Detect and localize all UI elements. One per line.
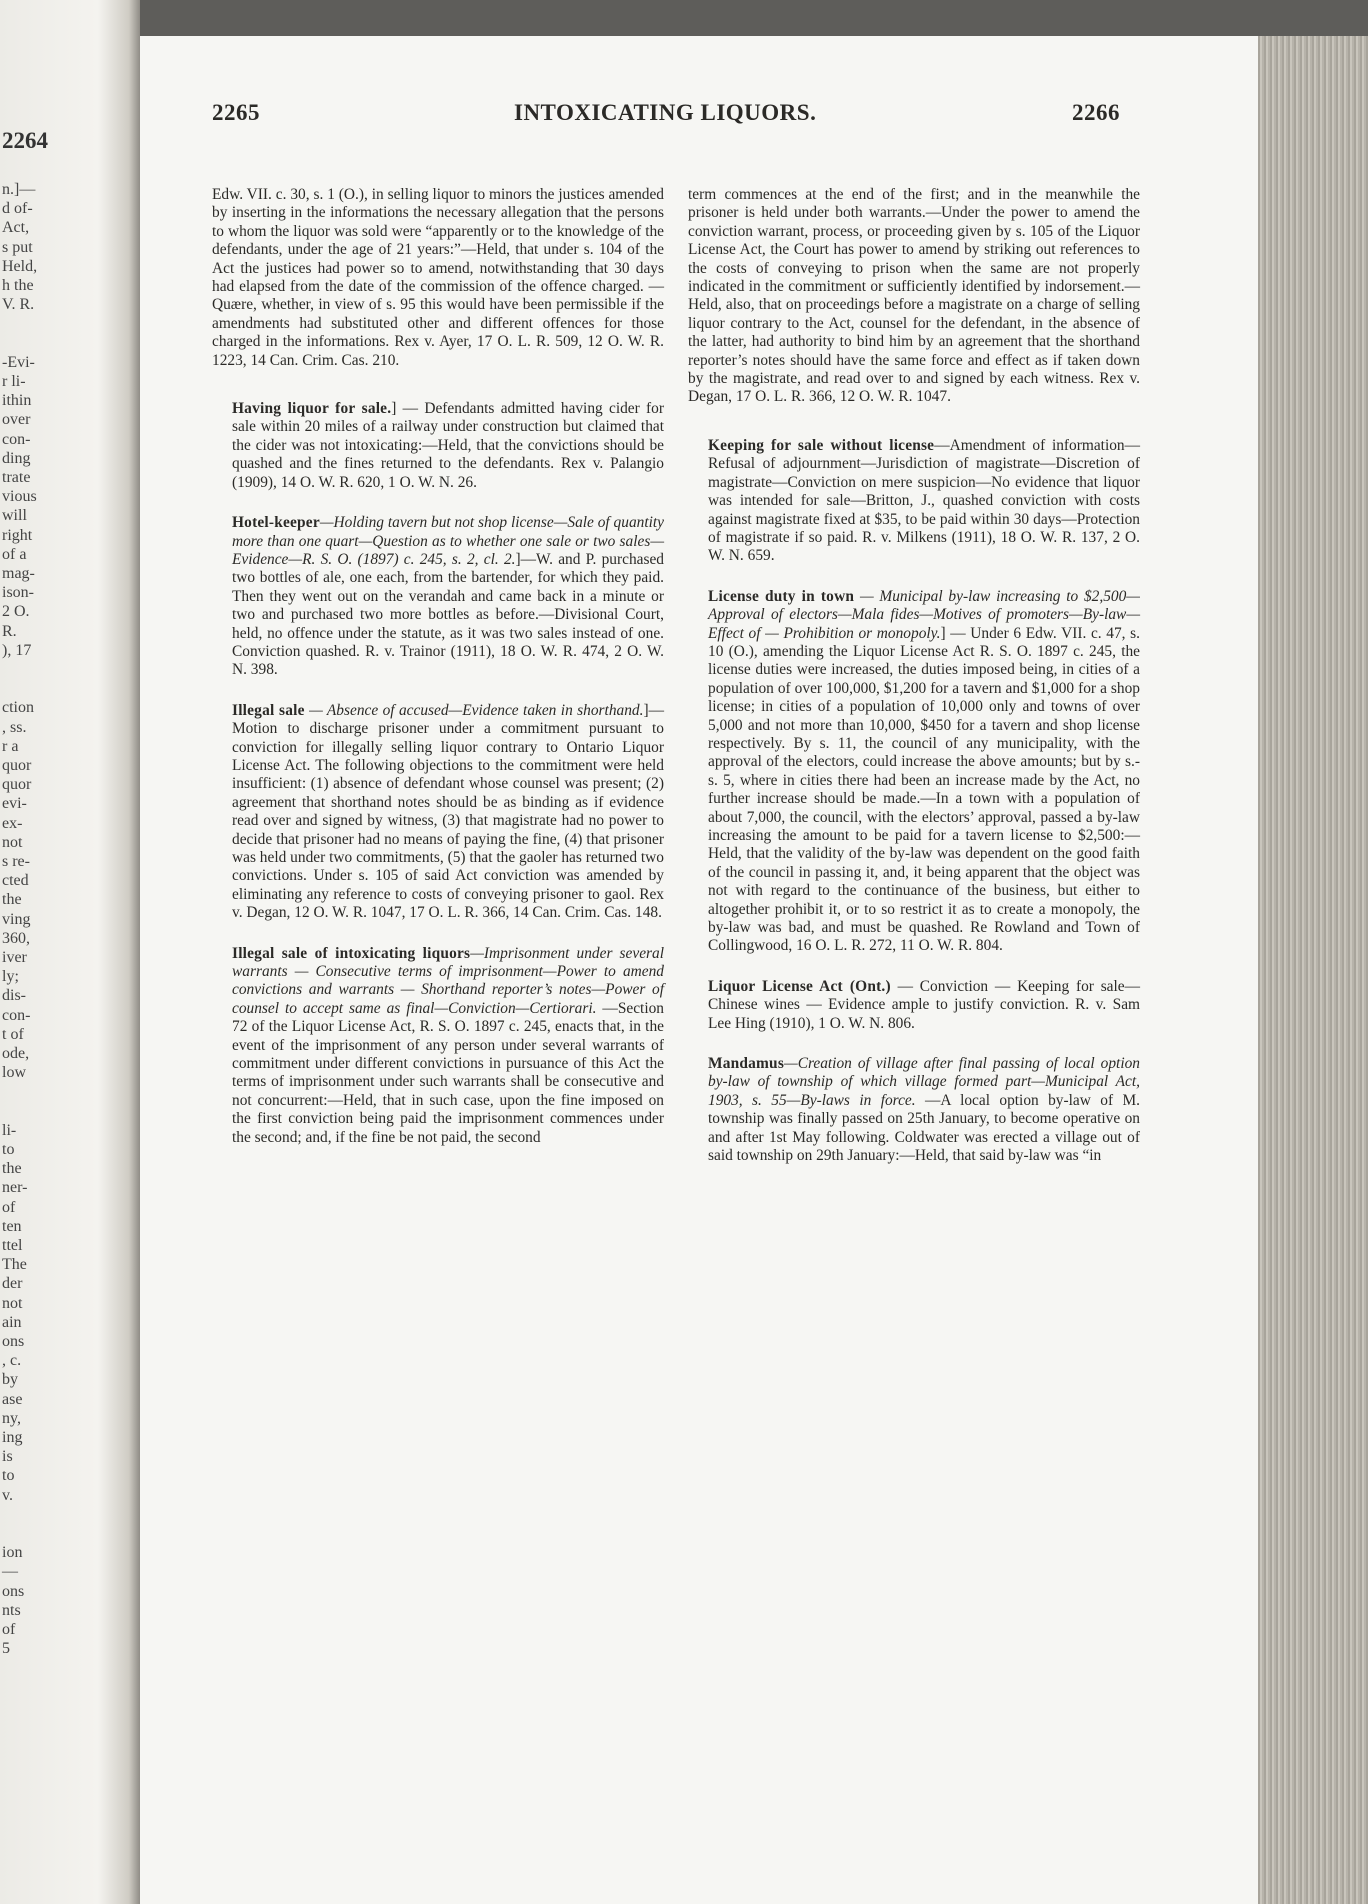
previous-page-fragment: t of (2, 1025, 24, 1043)
previous-page-fragment: The (2, 1256, 27, 1274)
previous-page-fragment: s put (2, 238, 33, 256)
previous-page-fragment: d of- (2, 200, 33, 218)
previous-page-fragment: evi- (2, 795, 27, 813)
right-column (688, 186, 1140, 1188)
previous-page-fragment: r li- (2, 373, 26, 390)
previous-page-fragment: R. (2, 622, 17, 640)
previous-page-fragment: 5 (2, 1640, 10, 1658)
entry-title: Illegal sale (232, 701, 305, 719)
previous-page-fragment: ing (2, 1429, 23, 1446)
previous-page-fragment: mag- (2, 565, 35, 582)
entry-title: Illegal sale of intoxicating liquors (232, 944, 471, 962)
entry-body: ] — Under 6 Edw. VII. c. 47, s. 10 (O.), amending the Liquor License Act R. S. O. 1897 c. 245, the license duties were increased, the duties imposed being, in cities of a population of over 100,000, $1,200 for a tavern and $1,000 for a shop license; in cities of a population of 10,000 only and towns of over 5,000 and not more than 10,000, $450 for a tavern and shop license respectively. By s. 11, the council of any municipality, with the approval of the electors, could increase the above amounts; but by s.-s. 5, where in cities there had been an increase made by the Act, no further increase should be made.—In a town with a population of about 7,000, the council, with the electors’ approval, passed a by-law increasing the amount to be paid for a tavern license to $2,500:—Held, that the validity of the by-law was dependent on the good faith of the council in passing it, and, it being apparent that the object was not with regard to the continuance of the business, but either to altogether prohibit it, or to so restrict it as to create a monopoly, the by-law was bad, and must be quashed. Re Rowland and Town of Collingwood, 16 O. L. R. 272, 11 O. W. R. 804. (708, 624, 1140, 955)
book-page-edges (1258, 36, 1368, 1904)
previous-page-fragment: over (2, 411, 31, 429)
previous-page-fragment: ons (2, 1582, 25, 1600)
previous-page-fragment: 360, (2, 929, 30, 947)
entry-subtitle: — Municipal by-law increasing to $2,500—Approval of electors—Mala fides—Motives of promoters—By-law—Effect of — Prohibition or monopoly. (708, 587, 1140, 642)
previous-page-number: 2264 (2, 128, 48, 153)
previous-page-fragment: nts (2, 1601, 21, 1619)
previous-page-fragment: low (2, 1064, 26, 1082)
previous-page-fragment: der (2, 1275, 23, 1293)
previous-page-fragment: con- (2, 430, 31, 448)
previous-page-fragment: ner- (2, 1179, 28, 1197)
previous-page-fragment: ction (2, 699, 34, 717)
entry-keeping-for-sale (688, 437, 1140, 566)
left-page-number: 2265 (212, 100, 260, 125)
previous-page-fragment: by (2, 1371, 18, 1389)
previous-page-fragment: r a (2, 737, 19, 755)
previous-page-fragment: Held, (2, 257, 38, 275)
previous-page-fragment: vious (2, 488, 37, 506)
previous-page-fragment: of (2, 1621, 16, 1638)
previous-page-fragment: ex- (2, 814, 23, 832)
previous-page-fragment: will (2, 507, 27, 525)
previous-page-fragment: Act, (2, 219, 30, 237)
scan-top-shadow (0, 0, 1368, 36)
previous-page-fragment: -Evi- (2, 353, 35, 371)
previous-page-fragment: , c. (2, 1352, 22, 1370)
entry-body: —Amendment of information—Refusal of adjournment—Jurisdiction of magistrate—Discretion of magistrate—Conviction on mere suspicion—No evidence that liquor was intended for sale—Britton, J., quashed conviction with costs against magistrate fixed at $35, to be paid within 30 days—Protection of magistrate if so paid. R. v. Milkens (1911), 18 O. W. R. 137, 2 O. W. N. 659. (708, 436, 1140, 565)
continuation-paragraph: Edw. VII. c. 30, s. 1 (O.), in selling liquor to minors the justices amended by inserting in the informations the necessary allegation that the persons to whom the liquor was sold were “apparently or to the knowledge of the defendants, under the age of 21 years:”—Held, that under s. 104 of the Act the justices had power so to amend, notwithstanding that 30 days had elapsed from the date of the commission of the offence charged. — Quære, whether, in view of s. 95 this would have been permissible if the amendments had substituted other and different offences for those charged in the informations. Rex v. Ayer, 17 O. L. R. 509, 12 O. W. R. 1223, 14 Can. Crim. Cas. 210. (212, 186, 664, 369)
previous-page-fragment: of a (2, 545, 27, 563)
previous-page-fragment: not (2, 833, 23, 851)
entry-title: Keeping for sale without license (708, 436, 935, 454)
previous-page-fragment: v. (2, 1486, 13, 1504)
previous-page-fragment: ons (2, 1333, 25, 1350)
entry-subtitle: —Holding tavern but not shop license—Sale of quantity more than one quart—Question as to whether one sale or two sales—Evidence—R. S. O. (1897) c. 245, s. 2, cl. 2. (232, 514, 664, 568)
entry-body: ]—W. and P. purchased two bottles of ale, one each, from the bartender, for which they paid. Then they went out on the verandah and came back in a minute or two and purchased two more bottles as before.—Divisional Court, held, no offence under the statute, as it was two sales instead of one. Conviction quashed. R. v. Trainor (1911), 18 O. W. R. 474, 2 O. W. N. 398. (232, 550, 664, 679)
entry-title: License duty in town (708, 587, 855, 605)
previous-page-fragment: trate (2, 469, 31, 486)
left-column (212, 186, 664, 1169)
previous-page-fragment: h the (2, 277, 34, 294)
previous-page-fragment: n.]— (2, 181, 36, 198)
previous-page-fragment: ain (2, 1313, 22, 1331)
previous-page-fragment: 2 O. (2, 603, 30, 621)
entry-body: ] — Defendants admitted having cider for sale within 20 miles of a railway under construction but claimed that the cider was not intoxicating:—Held, that the convictions should be quashed and the fines returned to the defendants. Rex v. Palangio (1909), 14 O. W. R. 620, 1 O. W. N. 26. (232, 400, 664, 491)
entry-liquor-license-act (688, 978, 1140, 1033)
entry-illegal-sale-intoxicating (212, 945, 664, 1147)
previous-page-fragment: ving (2, 910, 31, 928)
previous-page-fragment: is (2, 1448, 13, 1466)
previous-page-fragment: ding (2, 449, 31, 467)
previous-page-fragment: ly; (2, 968, 19, 986)
previous-page-fragment: ttel (2, 1237, 23, 1254)
previous-page-fragment: ase (2, 1390, 23, 1408)
previous-page-fragment: dis- (2, 987, 26, 1005)
previous-page-fragment: not (2, 1294, 23, 1312)
previous-page-fragment: , ss. (2, 718, 27, 736)
previous-page-fragment: cted (2, 872, 29, 890)
previous-page-fragment: quor (2, 757, 32, 774)
previous-page-fragment: — (2, 1563, 18, 1581)
previous-page-fragment: V. R. (2, 296, 35, 314)
previous-page-fragment: con- (2, 1006, 31, 1024)
entry-subtitle: — Absence of accused—Evidence taken in shorthand. (304, 701, 644, 719)
previous-page-fragment: ion (2, 1544, 23, 1562)
previous-page-fragment: to (2, 1467, 15, 1485)
previous-page-fragment: the (2, 1160, 22, 1178)
previous-page-fragment: ode, (2, 1045, 30, 1062)
running-title: INTOXICATING LIQUORS. (514, 100, 817, 125)
previous-page-fragment: ten (2, 1217, 22, 1235)
right-page-number: 2266 (1072, 100, 1120, 125)
previous-page-fragment: s re- (2, 853, 30, 870)
previous-page-fragment: to (2, 1141, 15, 1158)
continuation-paragraph: term commences at the end of the first; and in the meanwhile the prisoner is held under both warrants.—Under the power to amend the conviction warrant, process, or proceeding given by s. 105 of the Liquor License Act, the Court has power to amend by striking out references to the costs of conveying to prison when the same are not properly indicated in the commitment or sufficiently identified by indorsement.—Held, also, that on proceedings before a magistrate on a charge of selling liquor contrary to the Act, counsel for the defendant, in the absence of the latter, had authority to bind him by an agreement that the shorthand reporter’s notes should have the same force and effect as if taken down by the magistrate, and read over to and signed by each witness. Rex v. Degan, 17 O. L. R. 366, 12 O. W. R. 1047. (688, 186, 1140, 406)
previous-page-fragment: quor (2, 776, 32, 794)
previous-page-fragment: ison- (2, 584, 34, 602)
entry-title: Mandamus (708, 1055, 785, 1073)
entry-illegal-sale (212, 702, 664, 923)
entry-having-liquor (212, 400, 664, 492)
entry-license-duty (688, 588, 1140, 956)
running-header (212, 100, 1122, 132)
entry-title: Hotel-keeper (232, 514, 320, 532)
previous-page-edge (0, 0, 140, 1904)
previous-page-fragment: ), 17 (2, 641, 32, 659)
previous-page-fragment: right (2, 526, 33, 544)
previous-page-fragment: iver (2, 949, 27, 966)
entry-body: ]—Motion to discharge prisoner under a commitment pursuant to conviction for illegally selling liquor contrary to Ontario Liquor License Act. The following objections to the commitment were held insufficient: (1) absence of defendant whose counsel was present; (2) agreement that shorthand notes should be as binding as if evidence read over and signed by witness, (3) that magistrate had no power to decide that prisoner had no means of paying the fine, (4) that prisoner was held under two commitments, (5) that the gaoler has returned two convictions. Under s. 105 of said Act conviction was amended by eliminating any reference to costs of conveying prisoner to gaol. Rex v. Degan, 12 O. W. R. 1047, 17 O. L. R. 366, 14 Can. Crim. Cas. 148. (232, 701, 664, 922)
entry-mandamus (688, 1055, 1140, 1165)
previous-page-fragment: the (2, 891, 22, 909)
previous-page-fragment: li- (2, 1121, 17, 1139)
entry-title: Liquor License Act (Ont.) (708, 977, 891, 995)
entry-subtitle: —Creation of village after final passing of local option by-law of township of which village formed part—Municipal Act, 1903, s. 55—By-laws in force. (708, 1055, 1140, 1109)
entry-body: —Section 72 of the Liquor License Act, R. S. O. 1897 c. 245, enacts that, in the event of the imprisonment of any person under several warrants of commitment under different convictions in pursuance of this Act the terms of imprisonment under such warrants shall be consecutive and not concurrent:—Held, that in such case, upon the fine imposed on the first conviction being paid the imprisonment commences under the second; and, if the fine be not paid, the second (232, 999, 664, 1146)
previous-page-fragment: of (2, 1198, 16, 1216)
previous-page-fragment: ny, (2, 1409, 21, 1427)
entry-subtitle: —Imprisonment under several warrants — Consecutive terms of imprisonment—Power to amend convictions and warrants — Shorthand reporter’s notes—Power of counsel to accept same as final—Conviction—Certiorari. (232, 944, 664, 1017)
entry-hotel-keeper (212, 514, 664, 680)
entry-body: —A local option by-law of M. township was finally passed on 25th January, to become operative on and after 1st May following. Coldwater was erected a village out of said township on 29th January:—Held, that said by-law was “in (708, 1091, 1141, 1165)
entry-body: — Conviction — Keeping for sale—Chinese wines — Evidence ample to justify conviction. R. v. Sam Lee Hing (1910), 1 O. W. N. 806. (708, 977, 1141, 1032)
entry-title: Having liquor for sale. (232, 400, 392, 418)
previous-page-fragment: ithin (2, 392, 32, 410)
